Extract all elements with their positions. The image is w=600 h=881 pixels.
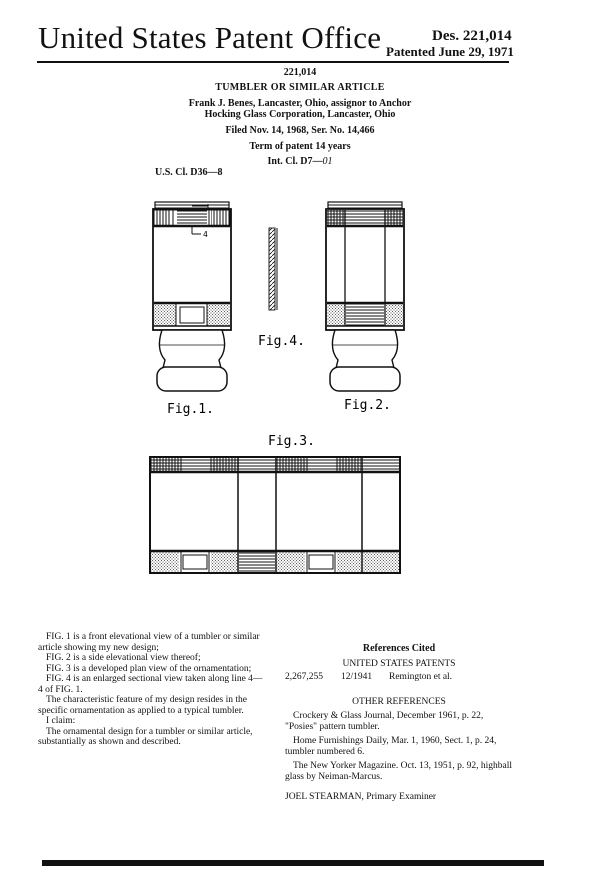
figure-2-side-view	[326, 202, 404, 391]
description-paragraph: FIG. 2 is a side elevational view thereof;	[46, 653, 201, 663]
references-column	[285, 644, 513, 803]
other-reference-item: The New Yorker Magazine. Oct. 13, 1951, p. 92, highball glass by Neiman-Marcus.	[285, 761, 512, 782]
us-patent-row	[285, 672, 513, 683]
patent-number: 221,014	[283, 67, 317, 78]
description-column	[38, 632, 264, 748]
references-heading: References Cited	[362, 643, 436, 654]
fig-2-label: Fig.2.	[344, 398, 391, 413]
claim-text: The ornamental design for a tumbler or similar article, substantially as shown and described.	[38, 726, 253, 747]
section-mark-4: 4	[203, 230, 208, 239]
inventor-line-2: Hocking Glass Corporation, Lancaster, Ohio	[204, 109, 396, 120]
figure-1-front-view	[153, 202, 231, 391]
description-paragraph: FIG. 1 is a front elevational view of a tumbler or similar article showing my new design;	[38, 632, 260, 653]
description-paragraph: The characteristic feature of my design resides in the specific ornamentation as applied to a typical tumbler.	[38, 695, 247, 716]
us-patent-number: 2,267,255	[285, 672, 323, 682]
other-reference-item: Home Furnishings Daily, Mar. 1, 1960, Sect. 1, p. 24, tumbler numbered 6.	[285, 736, 497, 757]
office-title: United States Patent Office	[38, 20, 382, 55]
term-line: Term of patent 14 years	[249, 141, 351, 152]
inventor-line-1: Frank J. Benes, Lancaster, Ohio, assignor to Anchor	[188, 98, 412, 109]
fig-3-label: Fig.3.	[268, 434, 315, 449]
patented-date: Patented June 29, 1971	[386, 44, 514, 59]
int-class-suffix: 01	[322, 156, 333, 167]
figure-3-developed-plan	[150, 457, 400, 573]
fig-4-label: Fig.4.	[258, 334, 305, 349]
examiner-line: JOEL STEARMAN, Primary Examiner	[285, 792, 437, 802]
other-references-heading: OTHER REFERENCES	[352, 696, 446, 707]
filed-line: Filed Nov. 14, 1968, Ser. No. 14,466	[225, 125, 375, 136]
description-paragraph: FIG. 4 is an enlarged sectional view taken along line 4—4 of FIG. 1.	[38, 674, 263, 695]
us-patent-date: 12/1941	[341, 672, 373, 682]
design-number: Des. 221,014	[432, 28, 512, 44]
fig-1-label: Fig.1.	[167, 402, 214, 417]
us-patents-heading: UNITED STATES PATENTS	[342, 658, 456, 669]
int-class-prefix: Int. Cl. D7—	[267, 156, 323, 167]
us-class-line: U.S. Cl. D36—8	[155, 167, 223, 178]
claim-heading: I claim:	[46, 716, 76, 726]
us-patent-name: Remington et al.	[389, 672, 453, 682]
figure-4-section-view	[269, 228, 277, 310]
patent-title: TUMBLER OR SIMILAR ARTICLE	[215, 82, 385, 93]
bottom-rule	[42, 860, 544, 866]
description-paragraph: FIG. 3 is a developed plan view of the ornamentation;	[46, 663, 252, 674]
other-reference-item: Crockery & Glass Journal, December 1961, p. 22, "Posies" pattern tumbler.	[285, 711, 484, 732]
